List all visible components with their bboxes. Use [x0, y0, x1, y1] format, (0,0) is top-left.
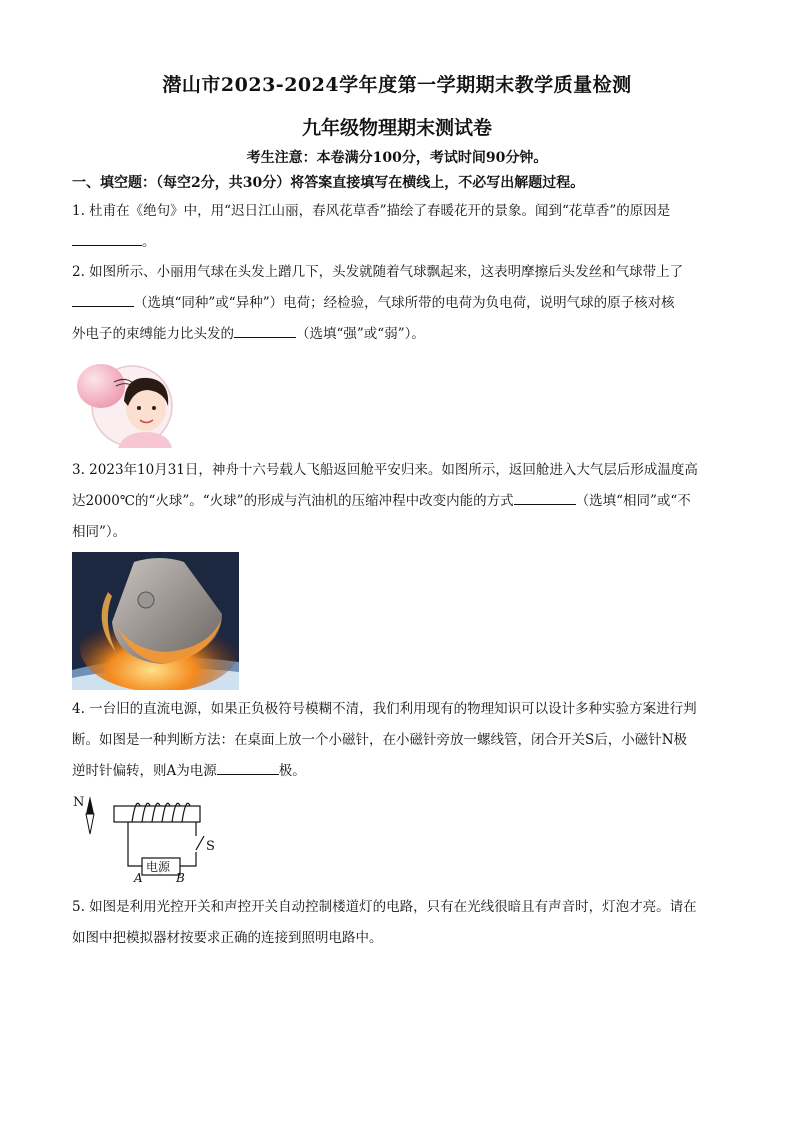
question-1	[72, 196, 722, 258]
compass-needle-south	[86, 814, 94, 834]
exam-notice: 考生注意：本卷满分100分，考试时间90分钟。	[246, 150, 548, 166]
question-5	[72, 892, 722, 954]
q5-line1: 5. 如图是利用光控开关和声控开关自动控制楼道灯的电路，只有在光线很暗且有声音时，灯泡才亮。请在	[72, 899, 697, 915]
q3-line2: 达2000℃的“火球”。“火球”的形成与汽油机的压缩冲程中改变内能的方式 （选填“相同”或“不	[72, 486, 722, 517]
q5-line2: 如图中把模拟器材按要求正确的连接到照明电路中。	[72, 930, 383, 946]
section-heading: 一、填空题：（每空2分，共30分）将答案直接填写在横线上，不必写出解题过程。	[72, 175, 585, 191]
q2-blank-1[interactable]	[72, 291, 134, 307]
terminal-b-label: B	[176, 871, 185, 884]
q4-line2: 断。如图是一种判断方法：在桌面上放一个小磁针，在小磁针旁放一螺线管，闭合开关S后，小磁针N极	[72, 732, 688, 748]
north-label: N	[73, 795, 85, 810]
q2-line1: 2. 如图所示、小丽用气球在头发上蹭几下，头发就随着气球飘起来，这表明摩擦后头发丝和气球带上了	[72, 264, 684, 280]
q4-line3: 逆时针偏转，则A为电源 极。	[72, 756, 722, 787]
q4-blank[interactable]	[217, 759, 279, 775]
q3-line1: 3. 2023年10月31日，神舟十六号载人飞船返回舱平安归来。如图所示，返回舱进入大气层后形成温度高	[72, 462, 698, 478]
reentry-capsule-figure	[72, 552, 239, 690]
question-4	[72, 694, 722, 787]
q3-line3: 相同”）。	[72, 524, 127, 540]
exam-title: 潜山市2023-2024学年度第一学期期末教学质量检测	[162, 74, 632, 96]
switch-label: S	[206, 839, 215, 854]
q2-blank-2[interactable]	[234, 322, 296, 338]
q2-line3: 外电子的束缚能力比头发的 （选填“强”或“弱”）。	[72, 319, 722, 350]
compass-needle-north	[86, 796, 94, 814]
balloon-shape	[77, 364, 125, 408]
q3-blank[interactable]	[514, 489, 576, 505]
q2-line2: （选填“同种”或“异种”）电荷；经检验，气球所带的电荷为负电荷，说明气球的原子核对核	[72, 288, 722, 319]
power-source-label: 电源	[146, 860, 171, 874]
q1-answer-line: 。	[72, 227, 722, 258]
question-2	[72, 257, 722, 350]
solenoid-circuit-figure	[70, 792, 220, 884]
balloon-girl-figure	[74, 356, 174, 448]
q1-blank[interactable]	[72, 230, 142, 246]
question-3	[72, 455, 722, 548]
solenoid-core	[114, 806, 200, 822]
q4-line1: 4. 一台旧的直流电源，如果正负极符号模糊不清，我们利用现有的物理知识可以设计多种实验方案进行判	[72, 701, 697, 717]
exam-subtitle: 九年级物理期末测试卷	[301, 117, 492, 139]
q1-text: 1. 杜甫在《绝句》中，用“迟日江山丽，春风花草香”描绘了春暖花开的景象。闻到“花草香”的原因是	[72, 203, 671, 219]
terminal-a-label: A	[134, 871, 143, 884]
